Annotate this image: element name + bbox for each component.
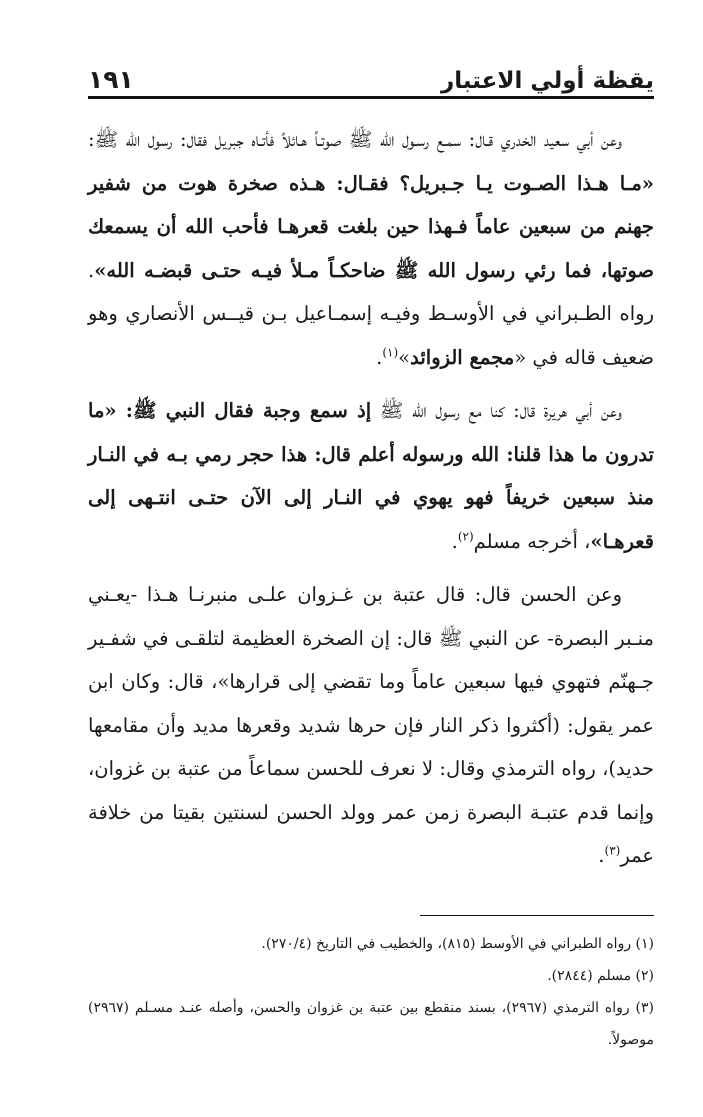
footnote: (١) رواه الطبراني في الأوسط (٨١٥)، والخطيب في التاريخ (٢٧٠/٤). bbox=[261, 936, 654, 952]
footnote-reference[interactable]: (٢) bbox=[457, 529, 474, 543]
footnote: (٣) رواه الترمذي (٢٩٦٧)، بسند منقطع بين عتبة بن غزوان والحسن، وأصله عنـد مسـلم (٢٩٦٧) موصولاً. bbox=[88, 1000, 654, 1048]
bold-text-run: مجمع الزوائد bbox=[410, 345, 515, 369]
running-header bbox=[88, 60, 654, 99]
paragraph bbox=[88, 118, 654, 379]
text-run: . bbox=[451, 529, 458, 553]
footnote-divider bbox=[420, 915, 654, 916]
footnote-reference[interactable]: (٣) bbox=[604, 843, 621, 858]
text-run: ، أخرجه مسلم bbox=[473, 529, 591, 553]
main-text bbox=[88, 118, 654, 888]
footnotes bbox=[88, 928, 654, 1056]
text-run: . bbox=[376, 345, 383, 369]
text-run: وعن الحسن قال: قال عتبة بن غـزوان علـى منبرنـا هـذا -يعـني منـبر البصرة- عن النبي ﷺ قال: إن الصخرة العظيمة لتلقـى في شفـير جـهنّم فتهوي فيها سبعين عاماً وما تقضي إلى قرارها»، قال: وكان ابن عمر يقول: (أكثروا ذكر النار فإن حرها شديد وقعرها مديد وأن مقامعها حديد)، رواه الترمذي وقال: لا نعرف للحسن سماعاً من عتبة بن غزوان، وإنما قدم عتبـة البصرة زمن عمر وولد الحسن لسنتين بقيتا من خلافة عمر bbox=[88, 583, 654, 867]
bold-text-run: «مـا هـذا الصـوت يـا جـبريل؟ فقـال: هـذه صخرة هوت من شفير جهنم من سبعين عاماً فـهذا حين بلغت قعرهـا فأحب الله أن يسمعك صوتها، فما رئي رسول الله ﷺ ضاحكـاً مـلأ فيـه حتـى قبضـه الله» bbox=[88, 171, 654, 282]
text-run: وعن أبي سعيد الخدري قـال: سمـع رسـول الله ﷺ صوتـاً هـائلاً فأتـاه جبريل فقال: رسول الله ﷺ: bbox=[88, 128, 622, 151]
text-run: . رواه الطـبراني في الأوسـط وفيـه إسمـاعيل بـن قيــس الأنصاري وهو ضعيف قاله في « bbox=[88, 258, 654, 369]
book-title: يقظة أولي الاعتبار bbox=[440, 68, 654, 94]
paragraph bbox=[88, 389, 654, 563]
paragraph bbox=[88, 573, 654, 878]
page-number: ١٩١ bbox=[88, 65, 134, 94]
footnote-reference[interactable]: (١) bbox=[382, 345, 399, 359]
text-run: وعن أبي هريرة قال: كنا مع رسول الله ﷺ bbox=[371, 399, 623, 422]
text-run: » bbox=[398, 345, 411, 369]
text-run: . bbox=[598, 844, 605, 867]
footnote: (٢) مسلم (٢٨٤٤). bbox=[547, 968, 654, 984]
bold-text-run: إذ سمع وجبة فقال النبي ﷺ: «ما تدرون ما هذا قلنا: الله ورسوله أعلم قال: هذا حجر رمي بـه في النـار منذ سبعين خريفاً فهو يهوي في النـار إلى الآن حتـى انتـهى إلى قعرهـا» bbox=[88, 399, 654, 553]
